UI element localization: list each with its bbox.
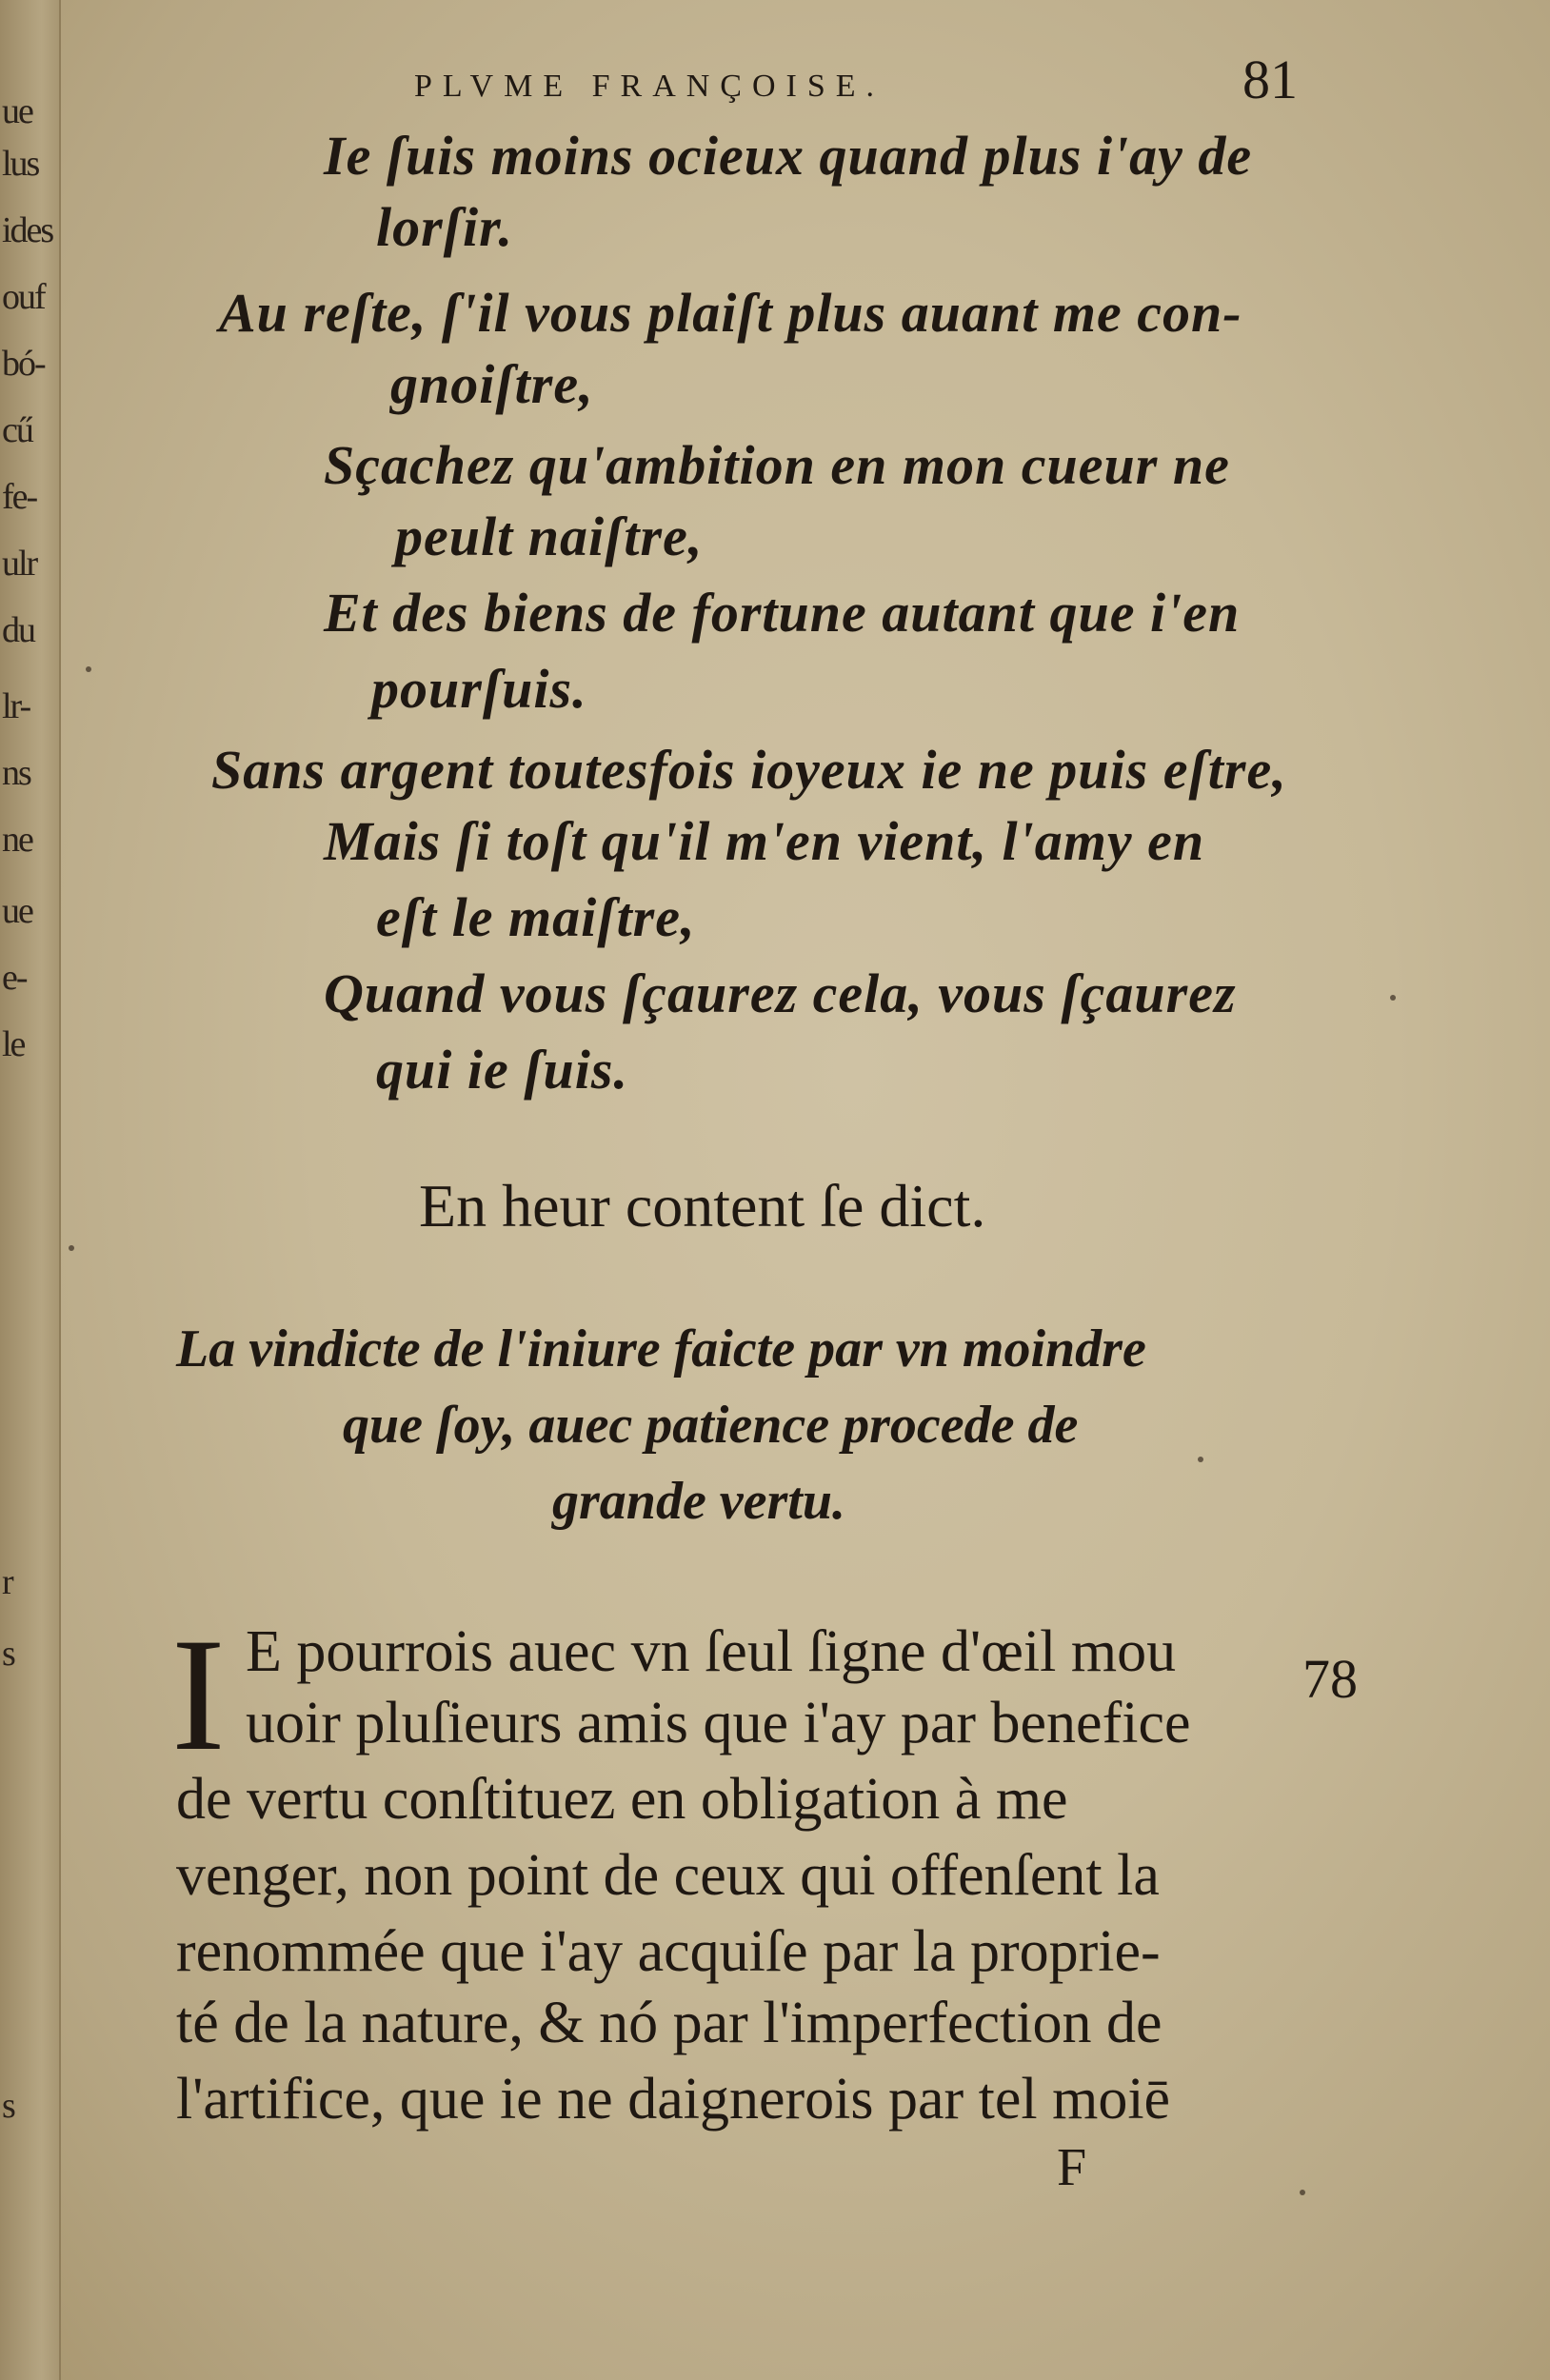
margin-fragment: ides <box>2 210 53 250</box>
verse-line: Sçachez qu'ambition en mon cueur ne <box>324 434 1230 496</box>
margin-fragment: ue <box>2 891 32 931</box>
verse-line: qui ie ſuis. <box>376 1039 628 1101</box>
facing-page-edge <box>0 0 61 2380</box>
argument-line: La vindicte de l'iniure faicte par vn moindre <box>176 1319 1146 1378</box>
margin-fragment: fe- <box>2 477 37 517</box>
prose-line: renommée que i'ay acquiſe par la proprie- <box>176 1919 1161 1984</box>
verse-line: eſt le maiſtre, <box>376 886 696 948</box>
prose-line: venger, non point de ceux qui offenſent la <box>176 1843 1160 1908</box>
ink-speck <box>1198 1457 1203 1462</box>
margin-fragment: le <box>2 1024 25 1064</box>
prose-line: l'artifice, que ie ne daignerois par tel moiē <box>176 2067 1171 2132</box>
verse-line: lorſir. <box>376 196 513 258</box>
margin-fragment: bó- <box>2 344 45 384</box>
verse-line: gnoiſtre, <box>390 353 594 415</box>
argument-line: que ſoy, auec patience procede de <box>343 1396 1079 1455</box>
verse-line: Sans argent toutesfois ioyeux ie ne puis eſtre, <box>211 739 1287 801</box>
margin-fragment: lr- <box>2 686 30 726</box>
margin-fragment: e- <box>2 958 27 998</box>
verse-line: pourſuis. <box>371 658 587 720</box>
signature-mark: F <box>1057 2138 1087 2197</box>
margin-note: 78 <box>1302 1648 1358 1710</box>
ink-speck <box>1390 995 1396 1001</box>
verse-line: Mais ſi toſt qu'il m'en vient, l'amy en <box>324 810 1205 872</box>
margin-fragment: du <box>2 610 34 650</box>
prose-line: de vertu conſtituez en obligation à me <box>176 1767 1068 1832</box>
margin-fragment: cű <box>2 410 32 450</box>
verse-line: Au reſte, ſ'il vous plaiſt plus auant me con- <box>219 282 1242 344</box>
ink-speck <box>69 1245 74 1251</box>
drop-cap: I <box>171 1605 226 1784</box>
margin-fragment: ulr <box>2 544 37 584</box>
section-heading: En heur content ſe dict. <box>419 1172 986 1240</box>
margin-fragment: ne <box>2 820 32 860</box>
margin-fragment: lus <box>2 144 39 184</box>
prose-line: té de la nature, & nó par l'imperfection de <box>176 1991 1162 2055</box>
prose-line: E pourrois auec vn ſeul ſigne d'œil mou <box>246 1619 1177 1684</box>
margin-fragment: ns <box>2 753 30 793</box>
prose-line: uoir pluſieurs amis que i'ay par benefice <box>246 1691 1191 1755</box>
margin-fragment: ouf <box>2 277 45 317</box>
ink-speck <box>86 666 91 672</box>
verse-line: Ie ſuis moins ocieux quand plus i'ay de <box>324 125 1253 187</box>
verse-line: Quand vous ſçaurez cela, vous ſçaurez <box>324 962 1237 1024</box>
running-head: PLVME FRANÇOISE. <box>414 69 885 104</box>
margin-fragment: r <box>2 1562 12 1602</box>
margin-fragment: ue <box>2 91 32 131</box>
margin-fragment: s <box>2 2086 14 2126</box>
page-number: 81 <box>1242 49 1298 110</box>
margin-fragment: s <box>2 1634 14 1674</box>
verse-line: peult naiſtre, <box>395 506 704 567</box>
ink-speck <box>1300 2190 1305 2195</box>
verse-line: Et des biens de fortune autant que i'en <box>324 582 1241 644</box>
argument-line: grande vertu. <box>552 1472 845 1531</box>
